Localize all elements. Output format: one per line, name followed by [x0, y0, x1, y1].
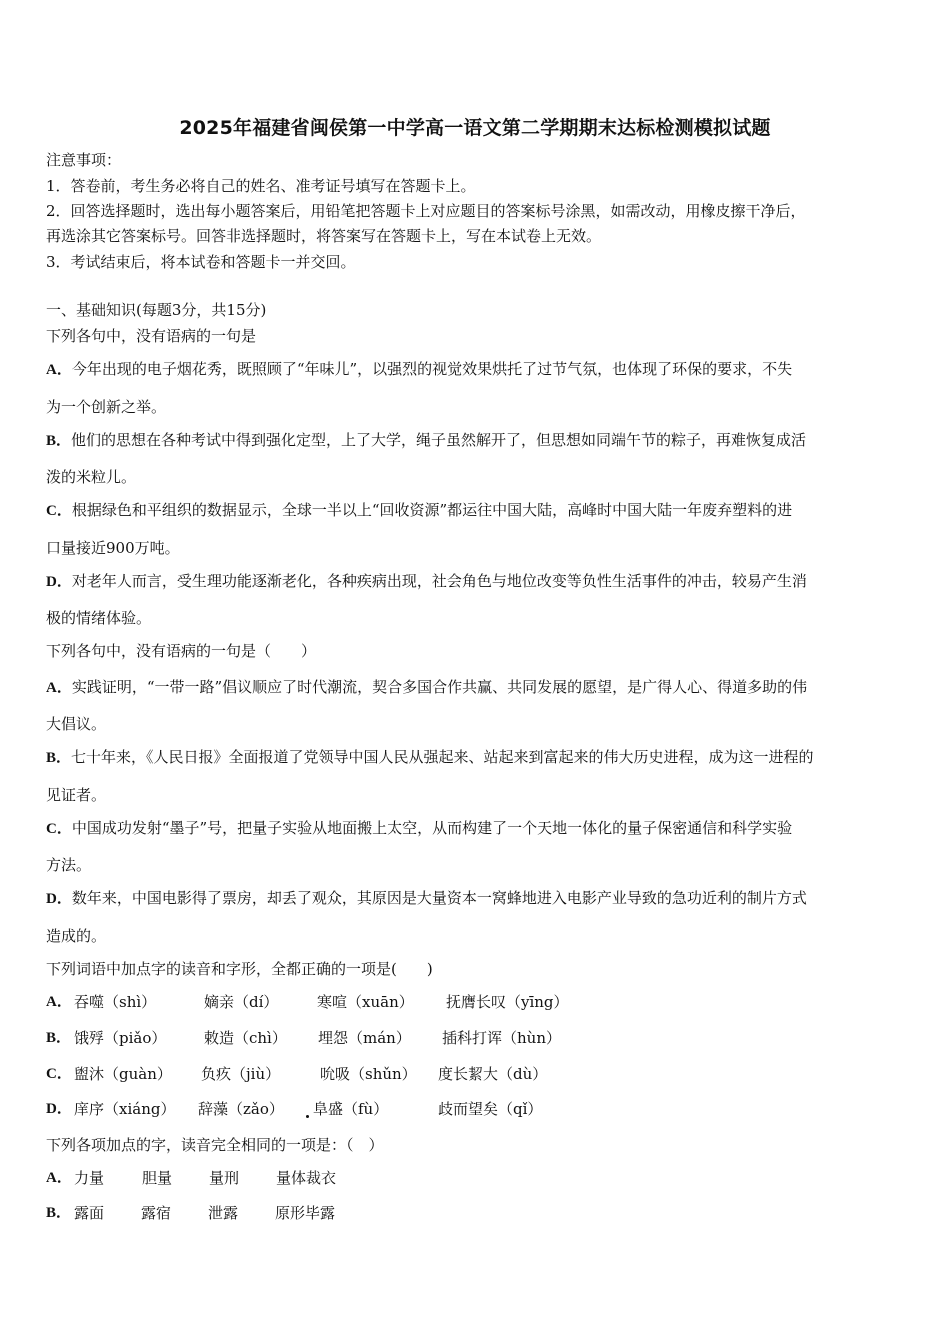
q2-option-c-cont: 方法。: [46, 856, 92, 874]
option-label: D．: [46, 574, 72, 590]
word-2: 辞藻（zǎo）: [198, 1100, 284, 1118]
q1-option-a-cont: 为一个创新之举。: [46, 398, 167, 416]
q1-option-b: [46, 430, 806, 451]
q2-option-d: [46, 888, 807, 909]
word-4: 量体裁衣: [276, 1169, 337, 1187]
q1-option-c-cont: 口量接近900万吨。: [46, 539, 180, 557]
word-3: 吮吸（shǔn）: [320, 1065, 417, 1083]
word-1: 吞噬（shì）: [74, 993, 157, 1011]
q1-option-d-cont: 极的情绪体验。: [46, 609, 152, 627]
q2-stem: 下列各句中，没有语病的一句是（ ）: [46, 642, 317, 660]
option-text: 七十年来，《人民日报》全面报道了党领导中国人民从强起来、站起来到富起来的伟大历史进程，成为这一进程的: [71, 748, 814, 766]
q2-option-c: [46, 818, 792, 839]
word-1: 饿殍（piǎo）: [74, 1029, 167, 1047]
option-text: 中国成功发射“墨子”号，把量子实验从地面搬上太空，从而构建了一个天地一体化的量子保密通信和科学实验: [71, 819, 793, 837]
option-label: A．: [46, 680, 72, 696]
option-label: B．: [46, 433, 72, 449]
q2-option-d-cont: 造成的。: [46, 927, 107, 945]
q4-stem: 下列各项加点的字，读音完全相同的一项是：（ ）: [46, 1136, 384, 1154]
q1-option-d: [46, 571, 807, 592]
word-3: 量刑: [209, 1169, 240, 1187]
option-label: A．: [46, 362, 72, 378]
option-label: D．: [46, 1101, 72, 1117]
q2-option-b: [46, 747, 814, 768]
q3-stem: 下列词语中加点字的读音和字形，全都正确的一项是( ): [46, 960, 433, 978]
option-label: B．: [46, 1030, 72, 1046]
word-1: 力量: [74, 1169, 105, 1187]
word-4: 度长絜大（dù）: [438, 1065, 548, 1083]
option-label: C．: [46, 503, 72, 519]
option-text: 根据绿色和平组织的数据显示，全球一半以上“回收资源”都运往中国大陆，高峰时中国大陆一年废弃塑料的进: [71, 501, 793, 519]
word-2: 负疚（jiù）: [201, 1065, 281, 1083]
q1-option-b-cont: 泼的米粒儿。: [46, 468, 137, 486]
word-2: 嫡亲（dí）: [204, 993, 279, 1011]
word-1: 露面: [74, 1204, 105, 1222]
word-1: 庠序（xiáng）: [74, 1100, 176, 1118]
option-label: C．: [46, 1066, 72, 1082]
word-4: 抚膺长叹（yīng）: [446, 993, 569, 1011]
option-label: C．: [46, 821, 72, 837]
notice-item-2-cont: 再选涂其它答案标号。回答非选择题时，将答案写在答题卡上，写在本试卷上无效。: [46, 227, 602, 245]
notice-item-2: 2．回答选择题时，选出每小题答案后，用铅笔把答题卡上对应题目的答案标号涂黑，如需改动，用橡皮擦干净后，: [46, 202, 806, 220]
option-text: 今年出现的电子烟花秀，既照顾了“年味儿”，以强烈的视觉效果烘托了过节气氛，也体现了环保的要求，不失: [71, 360, 793, 378]
option-label: B．: [46, 1205, 72, 1221]
notice-item-1: 1．答卷前，考生务必将自己的姓名、准考证号填写在答题卡上。: [46, 177, 476, 195]
q2-option-b-cont: 见证者。: [46, 786, 107, 804]
option-text: 对老年人而言，受生理功能逐渐老化，各种疾病出现，社会角色与地位改变等负性生活事件的冲击，较易产生消: [71, 572, 807, 590]
option-label: B．: [46, 750, 72, 766]
option-text: 他们的思想在各种考试中得到强化定型，上了大学，绳子虽然解开了，但思想如同端午节的粽子，再难恢复成活: [71, 431, 807, 449]
word-4: 原形毕露: [275, 1204, 336, 1222]
q1-stem: 下列各句中，没有语病的一句是: [46, 327, 257, 345]
word-3: 阜盛（fù）: [313, 1100, 389, 1118]
word-2: 胆量: [142, 1169, 173, 1187]
section-heading: 一、基础知识(每题3分，共15分): [46, 301, 267, 319]
notice-heading: 注意事项：: [46, 151, 122, 169]
q1-option-a: [46, 359, 792, 380]
word-4: 插科打诨（hùn）: [442, 1029, 561, 1047]
option-text: 实践证明，“一带一路”倡议顺应了时代潮流，契合多国合作共赢、共同发展的愿望，是广得人心、得道多助的伟: [71, 678, 808, 696]
emphasis-dot: [306, 1115, 309, 1118]
word-3: 寒喧（xuān）: [317, 993, 414, 1011]
q2-option-a: [46, 677, 807, 698]
option-label: A．: [46, 994, 72, 1010]
option-label: A．: [46, 1170, 72, 1186]
page-title: 2025年福建省闽侯第一中学高一语文第二学期期末达标检测模拟试题: [179, 117, 771, 139]
word-2: 露宿: [141, 1204, 172, 1222]
word-3: 泄露: [208, 1204, 239, 1222]
word-4: 歧而望矣（qǐ）: [438, 1100, 543, 1118]
q1-option-c: [46, 500, 792, 521]
option-label: D．: [46, 891, 72, 907]
q2-option-a-cont: 大倡议。: [46, 715, 107, 733]
word-2: 敕造（chì）: [204, 1029, 287, 1047]
word-3: 埋怨（mán）: [318, 1029, 411, 1047]
option-text: 数年来，中国电影得了票房，却丢了观众，其原因是大量资本一窝蜂地进入电影产业导致的急功近利的制片方式: [71, 889, 807, 907]
word-1: 盥沐（guàn）: [74, 1065, 172, 1083]
notice-item-3: 3．考试结束后，将本试卷和答题卡一并交回。: [46, 253, 356, 271]
